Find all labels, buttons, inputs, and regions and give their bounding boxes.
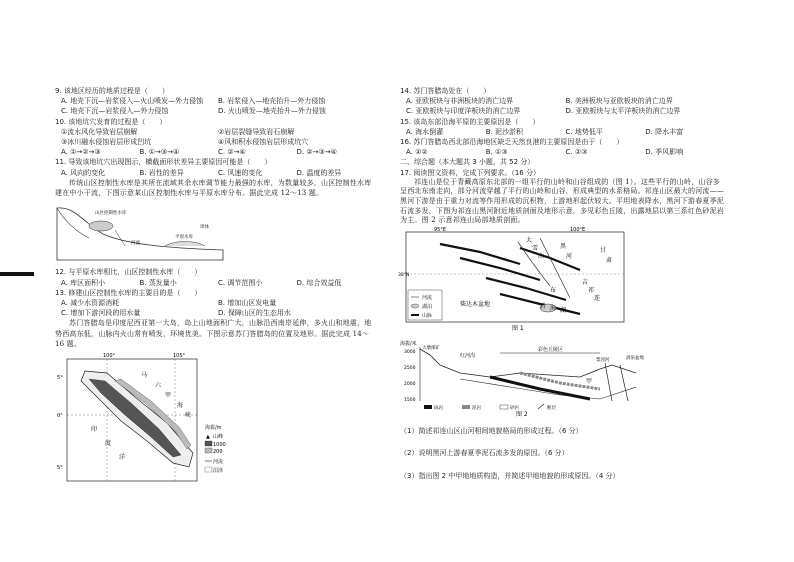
- lon-label: 100°E: [570, 226, 586, 233]
- option: D. 保障山区的生态用水: [218, 309, 291, 318]
- choice: D. ②→③→④: [296, 148, 337, 157]
- choice: B. 泥沙淤积: [485, 127, 524, 136]
- place-label: 河: [566, 252, 573, 260]
- choice: D. 季风影响: [645, 148, 684, 157]
- choice: D. 温度的差异: [296, 168, 342, 177]
- label-dam: 坝体: [200, 225, 209, 231]
- y-tick: 3000: [404, 350, 416, 355]
- label-mountain-reservoir: 山区控制性水库: [95, 211, 127, 217]
- qilian-map-figure1: [400, 228, 630, 332]
- place-label: 雪: [532, 244, 539, 252]
- ocean-label: 洋: [119, 454, 126, 462]
- sea-label: 峡: [185, 412, 192, 420]
- y-tick: 2500: [404, 366, 416, 371]
- legend-item: 河流: [213, 459, 224, 466]
- rock-layer-band: [490, 377, 593, 399]
- option: A. 减少水资源消耗: [61, 299, 120, 308]
- q11-choices: [55, 168, 375, 178]
- q11-stem: 11. 导致该地坑穴出现图示，横截面形状差异主要原因可能是（ ）: [55, 158, 272, 167]
- place-label: 肃: [606, 256, 613, 264]
- y-tick: 2000: [404, 382, 416, 387]
- q12-stem: 12. 与平原水库相比，山区控制性水库（ ）: [55, 268, 202, 277]
- place-label: 海: [550, 304, 557, 312]
- lon-label: 105°: [173, 353, 186, 360]
- sea-label: 甲: [165, 392, 172, 400]
- slope-line: [57, 208, 89, 238]
- sub-question-1: （1）简述祁连山区山河相间地貌格局的形成过程。（6 分）: [400, 427, 583, 436]
- lat-label: 5°: [57, 375, 63, 382]
- sub-question-2: （2）说明黑河上游春夏季泥石流多发的原因。（6 分）: [400, 449, 569, 458]
- item: ③冰川融水侵蚀岩层形成凹坑: [61, 138, 152, 147]
- ocean-label: 度: [105, 440, 112, 448]
- q13-options: [55, 298, 375, 308]
- legend-item: 断层: [547, 406, 556, 411]
- choice: C. ②→④: [218, 148, 246, 157]
- profile-label: 大墩煤矿: [422, 346, 440, 351]
- legend-item: 200: [213, 449, 223, 456]
- legend-title: 海拔/m: [205, 425, 222, 432]
- lon-label: 100°: [103, 353, 116, 360]
- section-heading: 二、综合题（本大题共 3 小题，共 52 分）: [400, 158, 535, 167]
- q14-options: [400, 96, 725, 106]
- ocean-label: 印: [91, 426, 98, 434]
- q13-stem: 13. 修建山区控制性水库的主要目的是（ ）: [55, 288, 202, 297]
- sea-label: 海: [177, 402, 184, 410]
- place-label: 甘: [600, 246, 607, 254]
- q12-choices: [55, 278, 375, 288]
- q14-stem: 14. 苏门答腊岛处在（ ）: [400, 87, 491, 95]
- choice: A. 海水倒灌: [406, 127, 444, 136]
- fault-line: [605, 363, 612, 401]
- mountain-peak-icon: ▲: [206, 434, 210, 441]
- choice: A. ①②: [406, 148, 428, 157]
- option: A. 亚欧板块与非洲板块的消亡边界: [406, 97, 514, 106]
- legend-item: 砂岩: [510, 406, 519, 411]
- choice: D. 降水丰富: [645, 127, 684, 136]
- y-tick: 1500: [404, 398, 416, 403]
- option: C. 地壳下沉—岩浆侵入—外力侵蚀: [61, 107, 169, 116]
- profile-label: 彩色丘陵区: [538, 347, 564, 353]
- place-label: 大: [526, 236, 533, 244]
- q10-items: [55, 127, 375, 137]
- place-label: 连: [594, 294, 601, 302]
- place-label: 吉: [582, 278, 589, 286]
- option: C. 亚欧板块与印度洋板块的消亡边界: [406, 107, 521, 116]
- q9-options: [55, 106, 375, 116]
- legend-item: 河流: [422, 294, 433, 301]
- place-label: 湖: [560, 306, 567, 314]
- q10-choices: [55, 147, 375, 157]
- place-label: 青: [540, 302, 547, 310]
- plain-reservoir-shape: [165, 242, 205, 247]
- profile-label: 梨园河: [596, 358, 610, 363]
- choice: B. ①③: [485, 148, 508, 157]
- choice: C. 风速的变化: [218, 168, 263, 177]
- option: C. 增加下游河段的用水量: [61, 309, 141, 318]
- passage-sumatra: 苏门答腊岛是印度尼西亚第一大岛，岛上山地面积广大，山脉沿西南岸延伸，多火山和地震，地势西高东低，山脉内火山常有喷发，环境优美。下图示意苏门答腊岛的位置及地形。据此完成 14～16 题。: [55, 319, 372, 348]
- sea-label: 六: [155, 382, 162, 390]
- item: ④风和积水侵蚀岩层形成坑穴: [218, 138, 309, 147]
- choice: B. 蒸发量小: [139, 278, 177, 287]
- q14-options: [400, 106, 725, 116]
- leader-line: [115, 230, 125, 246]
- legend-item: 砾岩: [434, 406, 443, 411]
- q17-stem: 17. 阅读图文资料，完成下列要求。（16 分）: [400, 168, 540, 177]
- choice: D. 综合效益低: [296, 278, 342, 287]
- legend-item: 沼泽: [213, 468, 224, 475]
- passage-qilian: 祁连山是位于青藏高原东北部的一组平行的山岭和山谷组成的（图 1）。这些平行的山岭，山谷多呈西北东南走向，部分河流穿越了平行的山岭和山谷，形成典型的水系格局。祁连山区最大的河流——黑河下游是由于重力对流等作用形成的沉积物，上游地形起伏较大。平坦地表降水，黑河下游春夏季泥石流多发，下图为祁连山黑河附近地质剖面及地形示意，多见彩色丘陵，出露地层以第三系红色砂泥岩为主。图 2 示意祁连山局部地质剖面。: [400, 177, 724, 225]
- passage-reservoir: 传统山区控制性水库是其所在流域其余水库调节能力最强的水库，为数量较多，山区控制性水库建在中小干流，下图示意某山区控制性水库与平原水库分布。据此完成 12～13 题。: [55, 178, 372, 198]
- figure-caption: 图 1: [512, 324, 524, 332]
- q9-options: [55, 96, 375, 106]
- lat-label: 5°: [57, 465, 63, 472]
- fault-line: [620, 365, 628, 401]
- lat-label: 38°N: [398, 272, 410, 278]
- item: ①流水风化导致岩层崩解: [61, 127, 138, 136]
- choice: B. ①→③→④: [139, 148, 180, 157]
- lon-label: 95°E: [434, 226, 447, 233]
- place-label: 山: [538, 252, 545, 260]
- reservoir-figure: [55, 200, 225, 262]
- place-label: 柴达木盆地: [460, 300, 491, 308]
- y-axis-label: 海拔/米: [400, 341, 417, 347]
- choice: A. ①→②→③: [61, 148, 101, 157]
- choice: C. 地势低平: [565, 127, 603, 136]
- label-river: 河流: [131, 241, 140, 247]
- profile-label: 酒泉盆地: [626, 356, 644, 361]
- lat-label: 0°: [57, 413, 63, 420]
- place-label: 祁: [588, 286, 595, 294]
- choice: C. ②③: [565, 148, 588, 157]
- choice: A. 风向的变化: [61, 168, 106, 177]
- option: D. 火山喷发—地壳抬升—外力侵蚀: [218, 107, 326, 116]
- sea-label: 马: [141, 372, 148, 380]
- option: D. 亚欧板块与太平洋板块的消亡边界: [565, 107, 681, 116]
- sub-question-3: （3）指出图 2 中甲地地质构造，并简述甲地地貌的形成原因。（4 分）: [400, 471, 620, 480]
- q15-stem: 15. 该岛东部沿海平原的主要原因是（ ）: [400, 117, 540, 126]
- legend-item: 泥岩: [472, 406, 481, 411]
- label-plain-reservoir: 平原水库: [175, 235, 193, 241]
- q10-items: [55, 137, 375, 147]
- binding-margin-mark: [0, 272, 34, 276]
- choice: C. 调节范围小: [218, 278, 263, 287]
- q16-stem: 16. 苏门答腊岛西北部沿海地区缺乏天然良港的主要原因是由于（ ）: [400, 138, 624, 147]
- option: B. 岩浆侵入—地壳抬升—外力侵蚀: [218, 97, 326, 106]
- q15-choices: [400, 127, 725, 137]
- choice: A. 库区面积小: [61, 278, 106, 287]
- geologic-profile-figure2: [400, 339, 650, 417]
- profile-label: 红河沟: [460, 353, 476, 359]
- figure-caption: 图 2: [516, 411, 528, 418]
- place-label: 黑: [560, 242, 567, 250]
- q9-stem: 9. 该地区经历的地质过程是（ ）: [55, 87, 169, 95]
- place-label: 布: [550, 286, 557, 294]
- q10-stem: 10. 该地坑穴发育的过程是（ ）: [55, 117, 167, 126]
- profile-label: 甲: [586, 378, 593, 385]
- option: B. 美洲板块与亚欧板块的消亡边界: [565, 97, 673, 106]
- legend-item: 1000: [213, 442, 226, 449]
- legend-item: 山脉: [422, 312, 433, 319]
- item: ②岩层裂缝导致岩石崩解: [218, 127, 295, 136]
- option: B. 增加山区发电量: [218, 299, 277, 308]
- choice: B. 岩性的差异: [139, 168, 184, 177]
- left-column: [55, 86, 375, 490]
- option: A. 地壳下沉—岩浆侵入—火山喷发—外力侵蚀: [61, 97, 204, 106]
- mountain-reservoir-shape: [89, 221, 113, 231]
- legend-item: 湖泊: [422, 303, 433, 310]
- legend-item: 山峰: [213, 434, 224, 441]
- q13-options: [55, 308, 375, 318]
- right-column: [400, 86, 725, 481]
- q16-choices: [400, 147, 725, 157]
- sumatra-map: [55, 351, 245, 485]
